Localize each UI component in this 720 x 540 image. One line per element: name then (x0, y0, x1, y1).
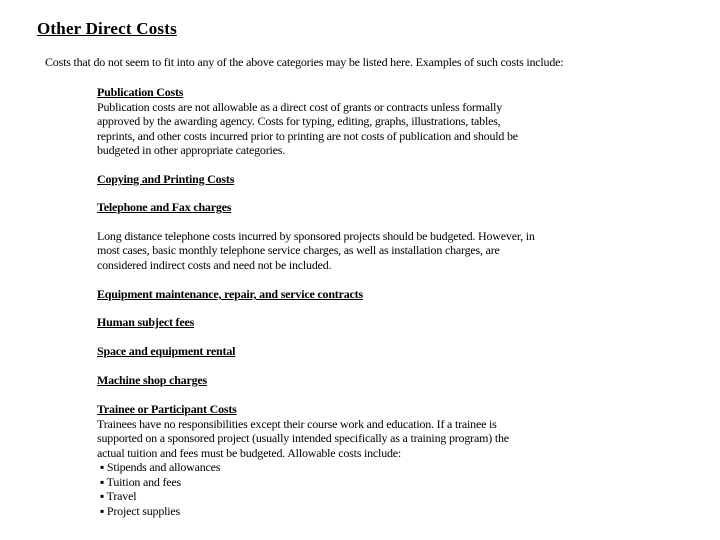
section-copying-printing (97, 172, 537, 187)
section-heading: Equipment maintenance, repair, and service contracts (97, 287, 363, 301)
bullet-item: ▪ Stipends and allowances (100, 460, 221, 474)
section-body: Long distance telephone costs incurred by sponsored projects should be budgeted. However, in most cases, basic monthly telephone service charges, as well as installation charges, are considered indirect costs and need not be included. (97, 228, 535, 272)
section-human-subject-fees (97, 315, 537, 330)
section-trainee-costs (97, 402, 537, 518)
section-heading: Machine shop charges (97, 373, 208, 387)
section-machine-shop (97, 373, 537, 388)
section-heading: Space and equipment rental (97, 344, 236, 358)
section-telephone-fax (97, 200, 537, 272)
bullet-icon: ▪ (100, 503, 105, 518)
section-body: Publication costs are not allowable as a direct cost of grants or contracts unless formally approved by the awarding agency. Costs for typing, editing, graphs, illustrations, tables, reprints, and other costs incurred prior to printing are not costs of publication and should be budgeted in other appropriate categories. (97, 99, 518, 157)
intro-text: Costs that do not seem to fit into any of the above categories may be listed here. Examples of such costs include: (45, 55, 564, 69)
section-heading: Telephone and Fax charges (97, 200, 232, 214)
section-equipment-maintenance (97, 287, 537, 302)
section-heading: Trainee or Participant Costs (97, 402, 237, 416)
page-title: Other Direct Costs (37, 19, 177, 38)
bullet-icon: ▪ (100, 460, 105, 474)
bullet-item: ▪ Tuition and fees (100, 474, 182, 489)
bullet-icon: ▪ (100, 489, 105, 503)
bullet-item: ▪ Project supplies (100, 503, 180, 518)
bullet-item: ▪ Travel (100, 489, 137, 503)
section-body: Trainees have no responsibilities except their course work and education. If a trainee is supported on a sponsored project (usually intended specifically as a training program) the actual tuition and fees must be budgeted. Allowable costs include: (97, 416, 509, 460)
section-space-equipment-rental (97, 344, 537, 359)
section-publication-costs (97, 85, 537, 158)
section-heading: Publication Costs (97, 85, 184, 99)
bullet-icon: ▪ (100, 474, 105, 489)
section-heading: Human subject fees (97, 315, 195, 329)
section-heading: Copying and Printing Costs (97, 172, 235, 186)
